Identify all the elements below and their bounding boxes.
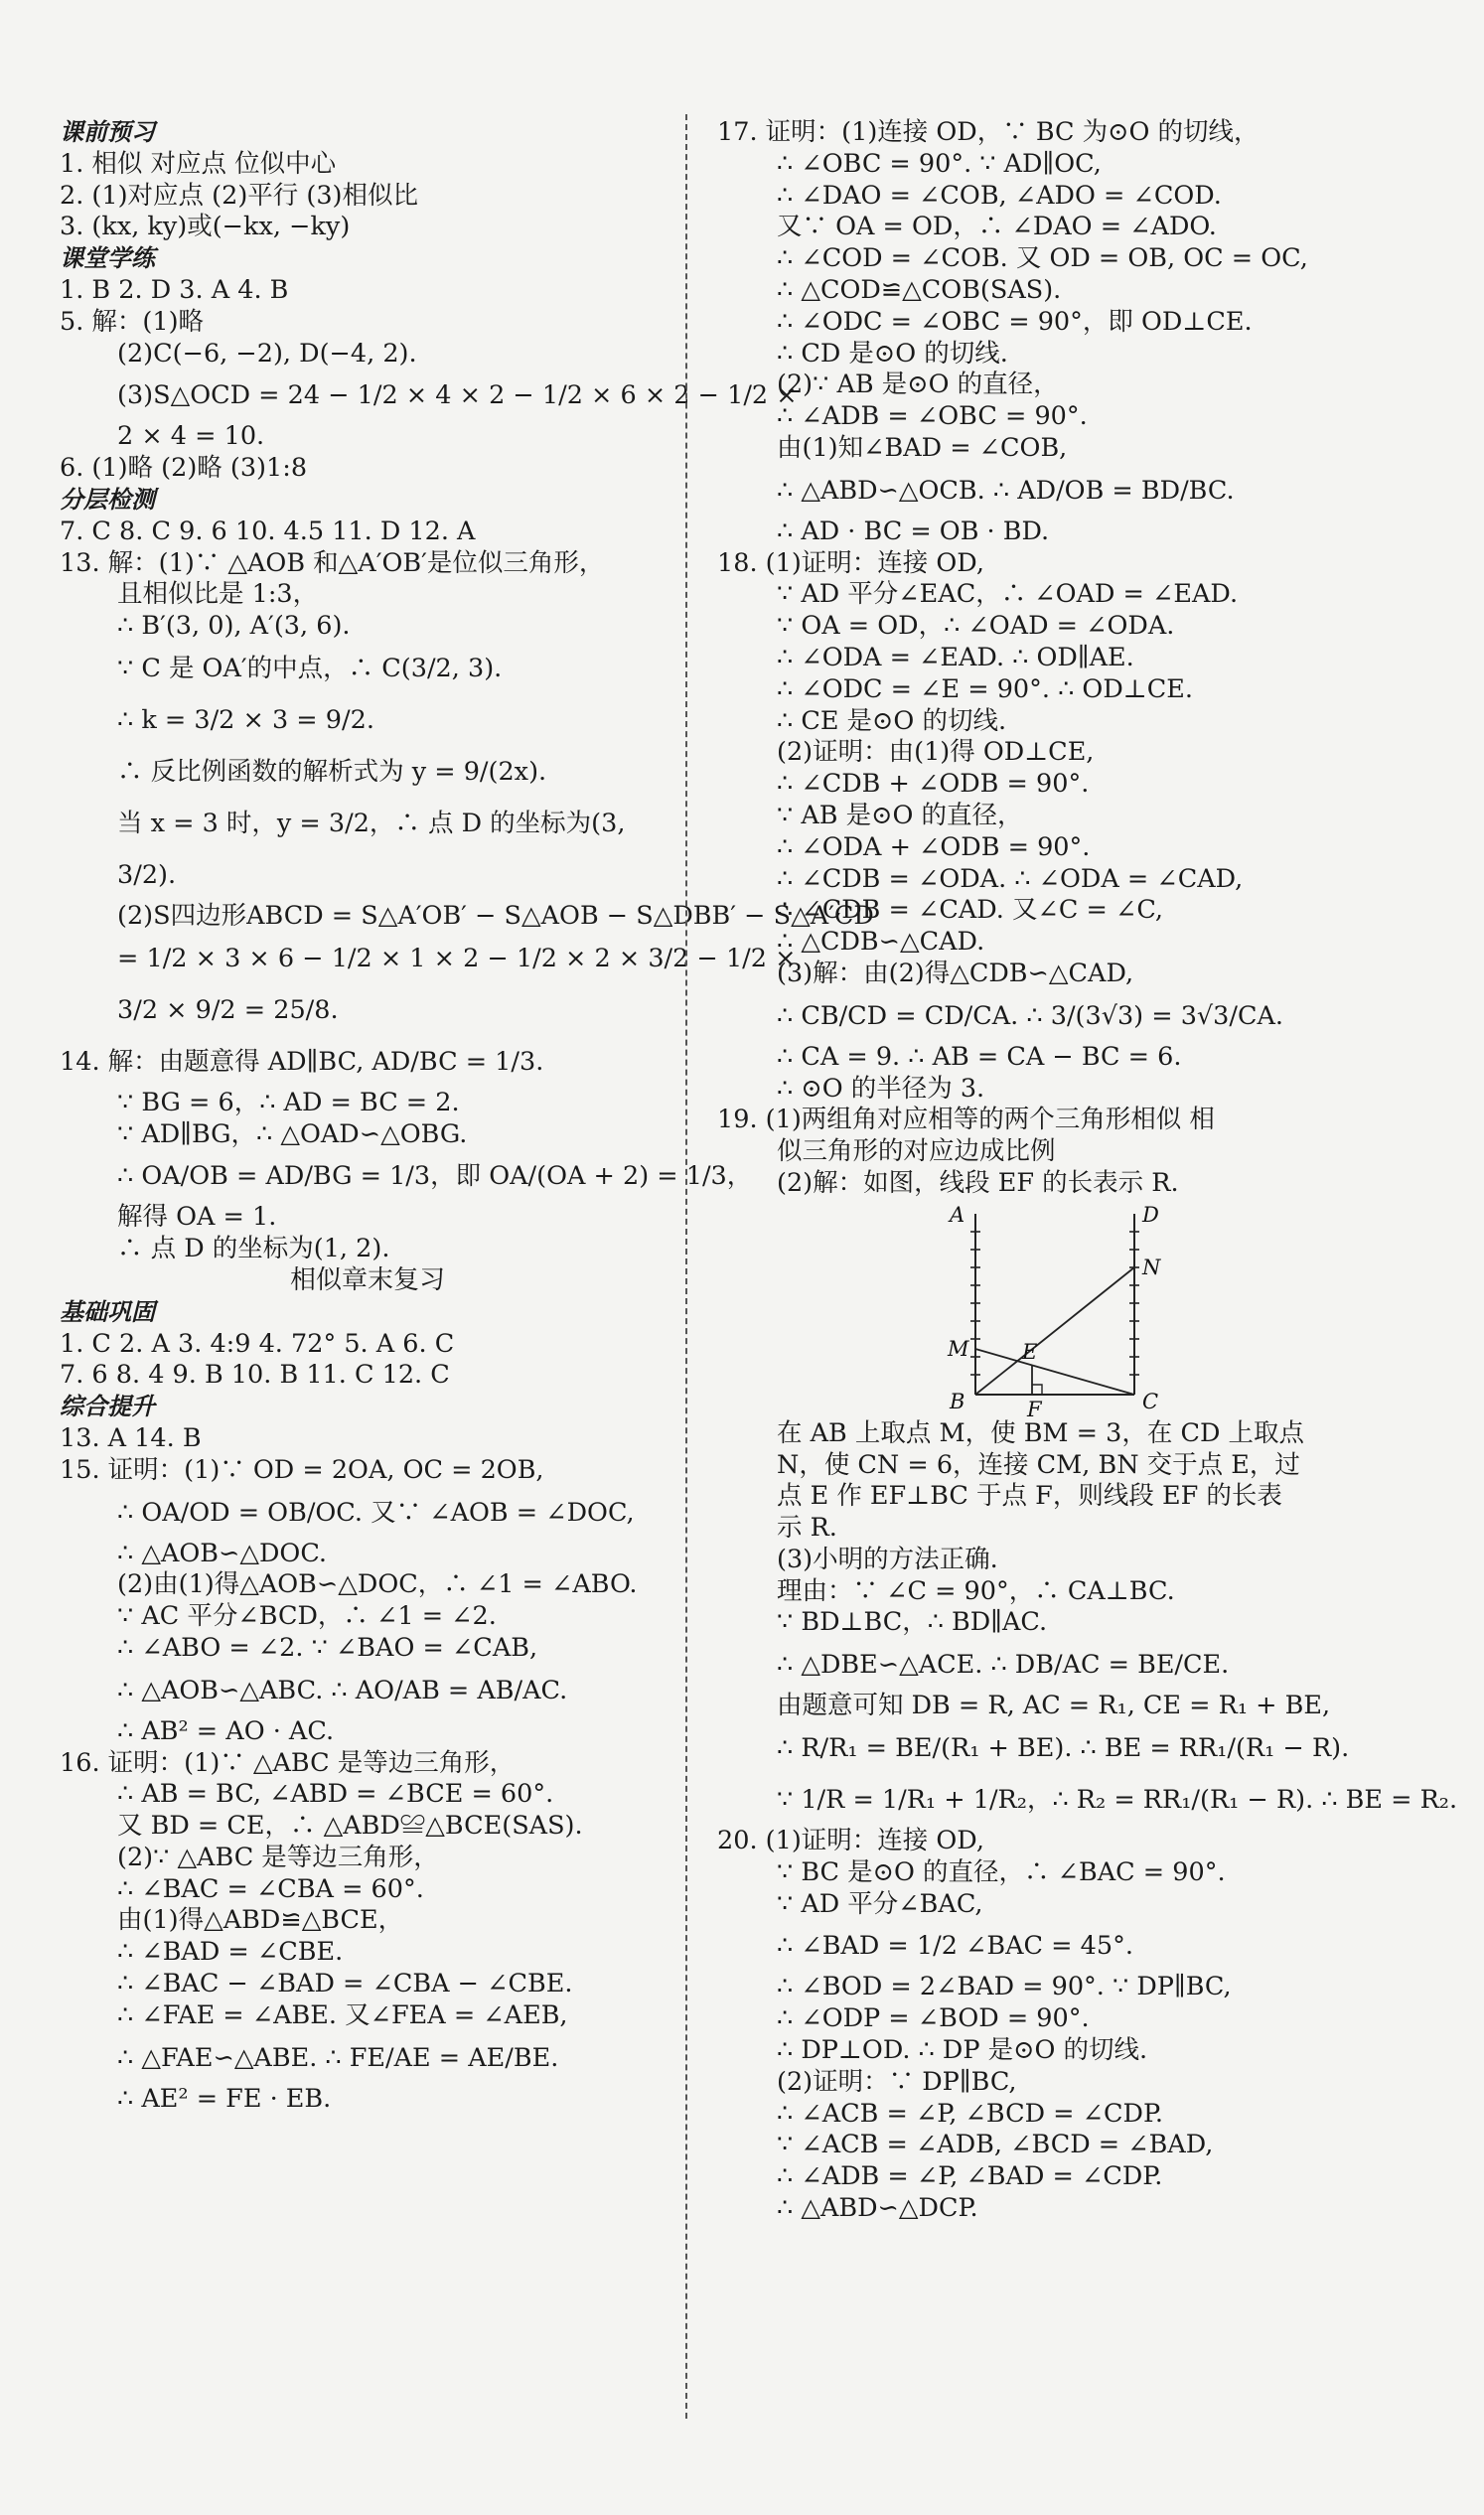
right-text-line: ∴ ∠ODC = ∠E = 90°. ∴ OD⊥CE. <box>777 673 1193 704</box>
right-text-line: ∴ ⊙O 的半径为 3. <box>777 1073 985 1104</box>
right-text-line: ∴ CB/CD = CD/CA. ∴ 3/(3√3) = 3√3/CA. <box>777 1000 1284 1031</box>
right-text-line: ∴ ∠CDB + ∠ODB = 90°. <box>777 769 1090 800</box>
right-text-line: ∵ BC 是⊙O 的直径，∴ ∠BAC = 90°. <box>777 1856 1226 1887</box>
right-angle-mark <box>1032 1385 1042 1395</box>
left-text-line: 1. 相似 对应点 位似中心 <box>60 148 337 179</box>
left-text-line: ∴ △AOB∽△ABC. ∴ AO/AB = AB/AC. <box>117 1675 568 1705</box>
section-heading: 分层检测 <box>60 485 155 514</box>
right-text-line: 18. (1)证明：连接 OD, <box>717 547 984 578</box>
section-heading: 综合提升 <box>60 1393 155 1421</box>
right-text-line: 在 AB 上取点 M，使 BM = 3，在 CD 上取点 <box>777 1417 1305 1448</box>
right-text-line: ∴ ∠BAD = 1/2 ∠BAC = 45°. <box>777 1931 1133 1962</box>
label-e: E <box>1022 1339 1038 1364</box>
left-text-line: ∴ AB² = AO · AC. <box>117 1715 335 1746</box>
left-text-line: ∵ BG = 6，∴ AD = BC = 2. <box>117 1087 460 1117</box>
left-text-line: ∴ ∠FAE = ∠ABE. 又∠FEA = ∠AEB, <box>117 1999 568 2030</box>
right-text-line: 19. (1)两组角对应相等的两个三角形相似 相 <box>717 1105 1215 1135</box>
right-text-line: ∴ ∠BOD = 2∠BAD = 90°. ∵ DP∥BC, <box>777 1972 1232 2002</box>
right-text-line: ∴ ∠COD = ∠COB. 又 OD = OB, OC = OC, <box>777 243 1308 274</box>
right-text-line: ∴ ∠ACB = ∠P, ∠BCD = ∠CDP. <box>777 2098 1164 2129</box>
right-text-line: ∴ △DBE∽△ACE. ∴ DB/AC = BE/CE. <box>777 1650 1230 1681</box>
left-text-line: 7. C 8. C 9. 6 10. 4.5 11. D 12. A <box>60 516 476 546</box>
resistor-figure <box>717 1200 1373 1418</box>
right-text-line: ∴ ∠DAO = ∠COB, ∠ADO = ∠COD. <box>777 180 1222 211</box>
left-text-line: 1. C 2. A 3. 4:9 4. 72° 5. A 6. C <box>60 1328 455 1359</box>
chapter-title: 相似章末复习 <box>289 1264 445 1295</box>
left-text-line: 6. (1)略 (2)略 (3)1:8 <box>60 453 308 484</box>
right-text-line: 由题意可知 DB = R, AC = R₁, CE = R₁ + BE, <box>777 1691 1331 1721</box>
left-text-line: ∵ C 是 OA′的中点，∴ C(3/2, 3). <box>117 653 503 683</box>
right-text-line: ∴ CD 是⊙O 的切线. <box>777 338 1008 369</box>
right-text-line: ∵ 1/R = 1/R₁ + 1/R₂，∴ R₂ = RR₁/(R₁ − R). ∴ BE = R₂. <box>777 1785 1458 1816</box>
right-text-line: ∴ ∠ADB = ∠OBC = 90°. <box>777 401 1088 432</box>
left-text-line: 3/2). <box>117 859 177 890</box>
left-text-line: 3/2 × 9/2 = 25/8. <box>117 994 339 1025</box>
right-text-line: ∴ △ABD∽△OCB. ∴ AD/OB = BD/BC. <box>777 475 1235 506</box>
left-text-line: ∴ OA/OB = AD/BG = 1/3，即 OA/(OA + 2) = 1/3， <box>117 1161 753 1192</box>
right-text-line: ∴ CA = 9. ∴ AB = CA − BC = 6. <box>777 1041 1182 1072</box>
right-text-line: N，使 CN = 6，连接 CM, BN 交于点 E，过 <box>777 1449 1300 1480</box>
left-text-line: ∴ AB = BC, ∠ABD = ∠BCE = 60°. <box>117 1779 554 1810</box>
section-heading: 课前预习 <box>60 118 155 146</box>
right-text-line: 理由：∵ ∠C = 90°，∴ CA⊥BC. <box>777 1575 1175 1606</box>
label-d: D <box>1142 1202 1159 1227</box>
right-text-line: ∴ ∠ODP = ∠BOD = 90°. <box>777 2003 1090 2034</box>
label-b: B <box>950 1389 965 1413</box>
right-text-line: (2)∵ AB 是⊙O 的直径， <box>777 370 1059 400</box>
right-text-line: 又∵ OA = OD，∴ ∠DAO = ∠ADO. <box>777 212 1217 242</box>
right-text-line: ∴ DP⊥OD. ∴ DP 是⊙O 的切线. <box>777 2035 1148 2066</box>
left-text-line: ∴ OA/OD = OB/OC. 又∵ ∠AOB = ∠DOC, <box>117 1497 635 1528</box>
section-heading: 课堂学练 <box>60 244 155 273</box>
geometry-diagram <box>946 1200 1184 1418</box>
left-text-line: (2)C(−6, −2), D(−4, 2). <box>117 338 417 369</box>
right-text-line: 由(1)知∠BAD = ∠COB, <box>777 432 1068 463</box>
left-text-line: (2)由(1)得△AOB∽△DOC，∴ ∠1 = ∠ABO. <box>117 1569 638 1600</box>
right-text-line: ∴ R/R₁ = BE/(R₁ + BE). ∴ BE = RR₁/(R₁ − R). <box>777 1733 1350 1764</box>
left-text-line: 16. 证明：(1)∵ △ABC 是等边三角形， <box>60 1747 516 1778</box>
right-text-line: ∴ △CDB∽△CAD. <box>777 927 985 958</box>
right-text-line: (3)解：由(2)得△CDB∽△CAD, <box>777 958 1134 988</box>
right-text-line: ∴ CE 是⊙O 的切线. <box>777 705 1007 736</box>
label-m: M <box>948 1336 969 1361</box>
left-text-line: 5. 解：(1)略 <box>60 306 205 337</box>
left-text-line: = 1/2 × 3 × 6 − 1/2 × 1 × 2 − 1/2 × 2 × 3/2 − 1/2 × <box>117 943 797 973</box>
left-text-line: ∴ ∠BAC = ∠CBA = 60°. <box>117 1873 424 1904</box>
left-text-line: ∵ AC 平分∠BCD，∴ ∠1 = ∠2. <box>117 1601 497 1632</box>
label-n: N <box>1142 1255 1161 1279</box>
left-text-line: ∴ 点 D 的坐标为(1, 2). <box>117 1234 390 1264</box>
right-text-line: ∴ ∠ODC = ∠OBC = 90°，即 OD⊥CE. <box>777 306 1253 337</box>
left-text-line: 解得 OA = 1. <box>117 1202 277 1233</box>
left-text-line: ∴ △FAE∽△ABE. ∴ FE/AE = AE/BE. <box>117 2042 559 2073</box>
left-text-line: ∴ AE² = FE · EB. <box>117 2083 332 2114</box>
left-text-line: (2)∵ △ABC 是等边三角形， <box>117 1842 439 1872</box>
right-text-line: ∴ ∠ODA + ∠ODB = 90°. <box>777 831 1091 862</box>
right-text-line: (2)证明：由(1)得 OD⊥CE, <box>777 737 1095 768</box>
left-text-line: 由(1)得△ABD≌△BCE， <box>117 1905 404 1936</box>
left-text-line: ∴ ∠BAD = ∠CBE. <box>117 1937 344 1968</box>
right-text-line: ∴ ∠ODA = ∠EAD. ∴ OD∥AE. <box>777 642 1134 672</box>
left-text-line: 13. A 14. B <box>60 1422 202 1453</box>
right-column-bottom <box>717 1417 1458 2225</box>
left-text-line: (3)S△OCD = 24 − 1/2 × 4 × 2 − 1/2 × 6 × 2 − 1/2 × <box>117 380 798 411</box>
left-text-line: ∴ 反比例函数的解析式为 y = 9/(2x). <box>117 756 547 787</box>
right-text-line: ∵ OA = OD，∴ ∠OAD = ∠ODA. <box>777 611 1175 642</box>
segment-cm <box>975 1349 1134 1395</box>
left-text-line: ∴ k = 3/2 × 3 = 9/2. <box>117 704 374 735</box>
left-text-line: (2)S四边形ABCD = S△A′OB′ − S△AOB − S△DBB′ − S△A′CD <box>117 900 874 931</box>
right-text-line: 20. (1)证明：连接 OD, <box>717 1826 984 1856</box>
right-text-line: ∵ ∠ACB = ∠ADB, ∠BCD = ∠BAD, <box>777 2130 1214 2160</box>
right-text-line: ∴ ∠OBC = 90°. ∵ AD∥OC, <box>777 148 1102 179</box>
left-text-line: 2. (1)对应点 (2)平行 (3)相似比 <box>60 180 419 211</box>
right-text-line: (3)小明的方法正确. <box>777 1544 998 1574</box>
right-column-top <box>717 117 1373 1200</box>
right-text-line: ∴ ∠ADB = ∠P, ∠BAD = ∠CDP. <box>777 2161 1163 2192</box>
left-text-line: ∴ ∠BAC − ∠BAD = ∠CBA − ∠CBE. <box>117 1969 573 1999</box>
left-text-line: 又 BD = CE，∴ △ABD≌△BCE(SAS). <box>117 1811 583 1842</box>
right-text-line: ∴ ∠CDB = ∠ODA. ∴ ∠ODA = ∠CAD, <box>777 863 1244 894</box>
left-text-line: ∴ B′(3, 0), A′(3, 6). <box>117 611 351 642</box>
label-f: F <box>1027 1397 1042 1418</box>
label-c: C <box>1142 1389 1159 1413</box>
right-text-line: 点 E 作 EF⊥BC 于点 F，则线段 EF 的长表 <box>777 1481 1282 1512</box>
left-text-line: 2 × 4 = 10. <box>117 421 265 452</box>
right-text-line: ∵ AD 平分∠BAC, <box>777 1888 983 1919</box>
column-divider <box>685 114 687 2419</box>
left-text-line: 15. 证明：(1)∵ OD = 2OA, OC = 2OB, <box>60 1454 544 1485</box>
right-text-line: ∵ BD⊥BC，∴ BD∥AC. <box>777 1607 1048 1638</box>
label-a: A <box>950 1202 965 1227</box>
left-text-line: 当 x = 3 时，y = 3/2，∴ 点 D 的坐标为(3, <box>117 808 626 838</box>
right-text-line: ∴ AD · BC = OB · BD. <box>777 516 1050 546</box>
left-text-line: 且相似比是 1:3， <box>117 579 319 610</box>
right-text-line: ∴ △ABD∽△DCP. <box>777 2193 978 2224</box>
left-text-line: 7. 6 8. 4 9. B 10. B 11. C 12. C <box>60 1360 450 1391</box>
right-text-line: ∴ ∠CDB = ∠CAD. 又∠C = ∠C, <box>777 895 1164 926</box>
right-text-line: ∵ AD 平分∠EAC，∴ ∠OAD = ∠EAD. <box>777 579 1239 610</box>
right-text-line: (2)解：如图，线段 EF 的长表示 R. <box>777 1167 1179 1198</box>
left-text-line: 13. 解：(1)∵ △AOB 和△A′OB′是位似三角形， <box>60 547 605 578</box>
left-text-line: 3. (kx, ky)或(−kx, −ky) <box>60 212 351 242</box>
right-text-line: 17. 证明：(1)连接 OD，∵ BC 为⊙O 的切线， <box>717 117 1260 147</box>
right-text-line: ∵ AB 是⊙O 的直径， <box>777 800 1023 830</box>
tick-marks <box>970 1232 1139 1375</box>
right-text-line: ∴ △COD≌△COB(SAS). <box>777 274 1062 305</box>
left-text-line: ∵ AD∥BG，∴ △OAD∽△OBG. <box>117 1118 468 1149</box>
right-text-line: 示 R. <box>777 1513 837 1544</box>
left-text-line: ∴ ∠ABO = ∠2. ∵ ∠BAO = ∠CAB, <box>117 1632 538 1663</box>
right-column <box>717 117 1458 2225</box>
segment-bn <box>975 1267 1134 1395</box>
left-text-line: 14. 解：由题意得 AD∥BC, AD/BC = 1/3. <box>60 1046 544 1077</box>
left-text-line: ∴ △AOB∽△DOC. <box>117 1538 328 1568</box>
right-text-line: 似三角形的对应边成比例 <box>777 1136 1056 1167</box>
right-text-line: (2)证明：∵ DP∥BC, <box>777 2066 1017 2097</box>
section-heading: 基础巩固 <box>60 1297 155 1326</box>
left-text-line: 1. B 2. D 3. A 4. B <box>60 274 289 305</box>
